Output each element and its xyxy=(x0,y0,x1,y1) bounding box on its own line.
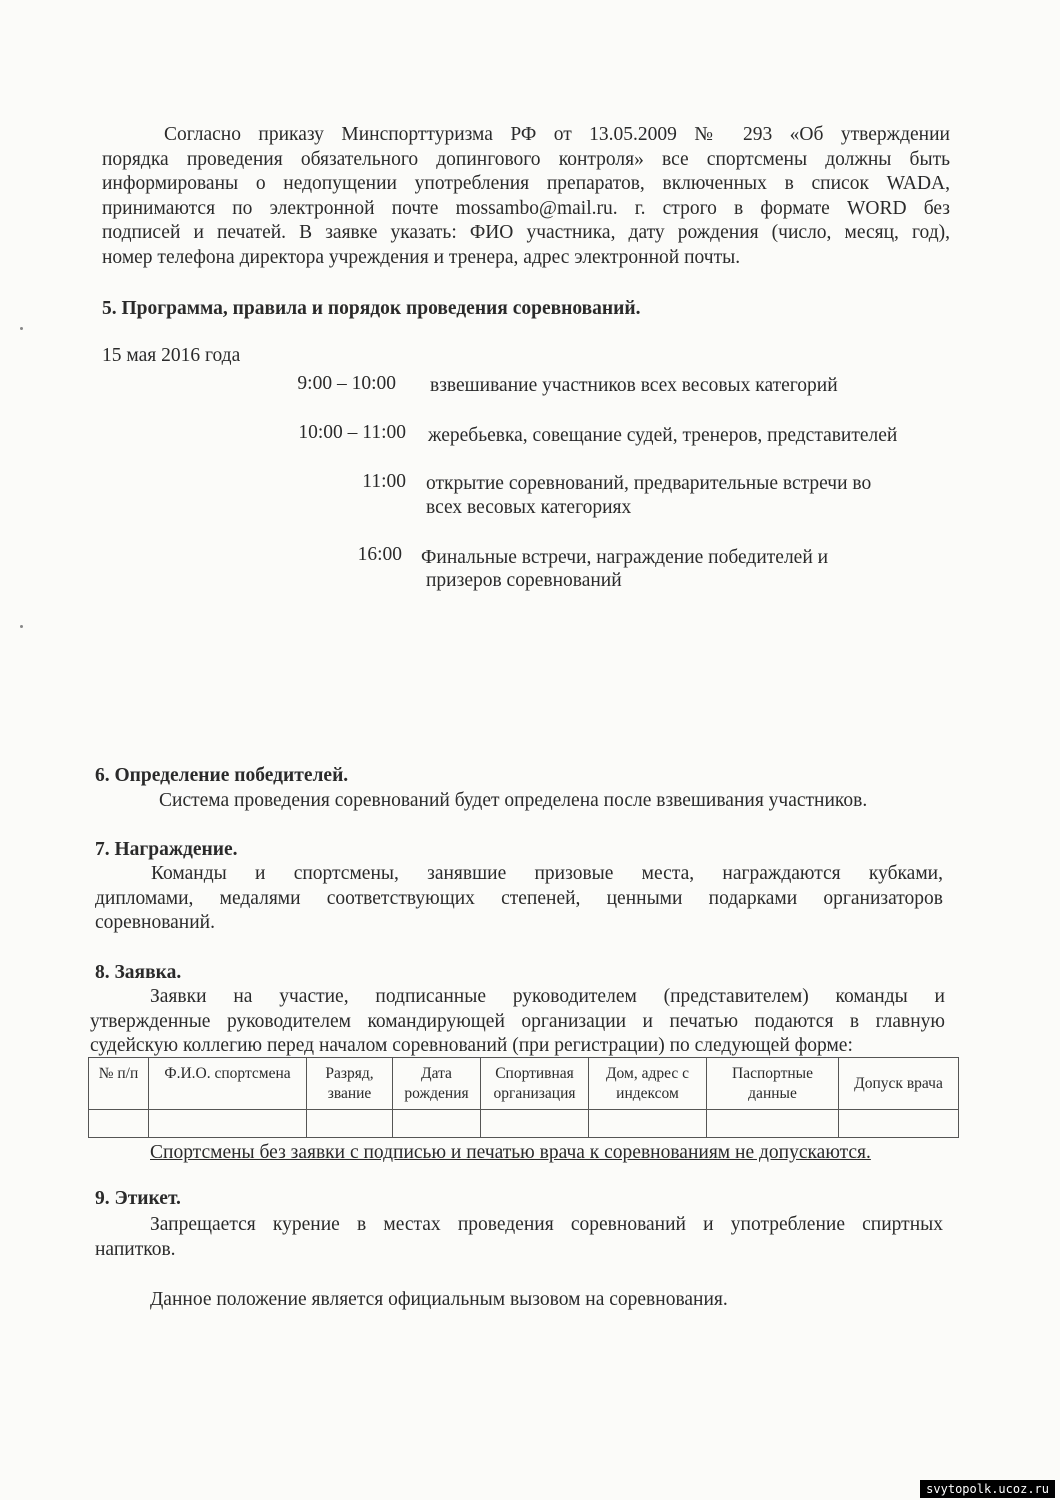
table-header-row xyxy=(89,1058,959,1110)
intro-line: номер телефона директора учреждения и тренера, адрес электронной почты. xyxy=(102,246,741,268)
table-cell xyxy=(707,1110,839,1138)
section5-heading: 5. Программа, правила и порядок проведения соревнований. xyxy=(102,298,641,319)
section7-line: соревнований. xyxy=(95,912,215,933)
table-cell xyxy=(149,1110,307,1138)
section9-paragraph xyxy=(95,1213,943,1262)
schedule-text: жеребьевка, совещание судей, тренеров, представителей xyxy=(428,425,898,446)
schedule-time: 11:00 xyxy=(362,471,406,492)
section7-paragraph xyxy=(95,862,943,936)
section8-line: утвержденные руководителем командирующей организации и печатью подаются в главную xyxy=(90,1010,945,1032)
section5-date: 15 мая 2016 года xyxy=(102,345,241,366)
intro-paragraph xyxy=(102,123,950,270)
table-cell xyxy=(481,1110,589,1138)
schedule-text: Финальные встречи, награждение победителей и xyxy=(421,547,829,568)
section8-line: Заявки на участие, подписанные руководителем (представителем) команды и xyxy=(150,986,945,1007)
table-header-cell: № п/п xyxy=(89,1058,149,1110)
section9-line: Запрещается курение в местах проведения соревнований и употребление спиртных xyxy=(150,1214,943,1235)
section6-line: Система проведения соревнований будет определена после взвешивания участников. xyxy=(159,790,868,811)
schedule-text: взвешивание участников всех весовых категорий xyxy=(430,375,838,396)
intro-line: подписей и печатей. В заявке указать: ФИО участника, дату рождения (число, месяц, год), xyxy=(102,222,950,243)
table-header-cell: Спортивная организация xyxy=(481,1058,589,1110)
table-cell xyxy=(839,1110,959,1138)
table-row xyxy=(89,1110,959,1138)
table-cell xyxy=(307,1110,393,1138)
application-form-table xyxy=(88,1057,959,1138)
section8-paragraph xyxy=(90,985,945,1059)
watermark: svytopolk.ucoz.ru xyxy=(920,1480,1055,1498)
schedule-text: всех весовых категориях xyxy=(426,497,632,518)
intro-line: принимаются по электронной почте mossambo@mail.ru. г. строго в формате WORD без xyxy=(102,197,950,219)
table-header-cell: Допуск врача xyxy=(839,1058,959,1110)
section8-line: судейскую коллегию перед началом соревнований (при регистрации) по следующей форме: xyxy=(90,1035,853,1056)
section7-line: Команды и спортсмены, занявшие призовые места, награждаются кубками, xyxy=(151,863,943,884)
intro-line: Согласно приказу Минспорттуризма РФ от 13.05.2009 № 293 «Об утверждении xyxy=(164,124,950,145)
schedule-text: призеров соревнований xyxy=(426,570,622,591)
schedule-time: 16:00 xyxy=(357,544,402,565)
table-cell xyxy=(589,1110,707,1138)
table-cell xyxy=(89,1110,149,1138)
intro-line: порядка проведения обязательного допингового контроля» все спортсмены должны быть xyxy=(102,148,950,170)
scan-dot xyxy=(20,327,23,330)
table-header-cell: Дом, адрес с индексом xyxy=(589,1058,707,1110)
section9-heading: 9. Этикет. xyxy=(95,1188,181,1209)
table-header-cell: Разряд, звание xyxy=(307,1058,393,1110)
section8-heading: 8. Заявка. xyxy=(95,962,182,983)
table-note: Спортсмены без заявки с подписью и печатью врача к соревнованиям не допускаются. xyxy=(150,1142,871,1163)
intro-line: информированы о недопущении употребления препаратов, включенных в список WADA, xyxy=(102,173,950,194)
table-header-cell: Дата рождения xyxy=(393,1058,481,1110)
scan-dot xyxy=(20,625,23,628)
section7-line: дипломами, медалями соответствующих степеней, ценными подарками организаторов xyxy=(95,887,943,909)
section6-heading: 6. Определение победителей. xyxy=(95,765,349,786)
schedule-time: 9:00 – 10:00 xyxy=(297,373,396,394)
closing-statement: Данное положение является официальным вызовом на соревнования. xyxy=(150,1289,728,1310)
table-header-cell: Ф.И.О. спортсмена xyxy=(149,1058,307,1110)
schedule-text: открытие соревнований, предварительные встречи во xyxy=(426,473,872,494)
schedule-time: 10:00 – 11:00 xyxy=(298,422,406,443)
section9-line: напитков. xyxy=(95,1238,176,1260)
table-cell xyxy=(393,1110,481,1138)
table-header-cell: Паспортные данные xyxy=(707,1058,839,1110)
section7-heading: 7. Награждение. xyxy=(95,839,238,860)
section6-paragraph xyxy=(95,789,945,814)
